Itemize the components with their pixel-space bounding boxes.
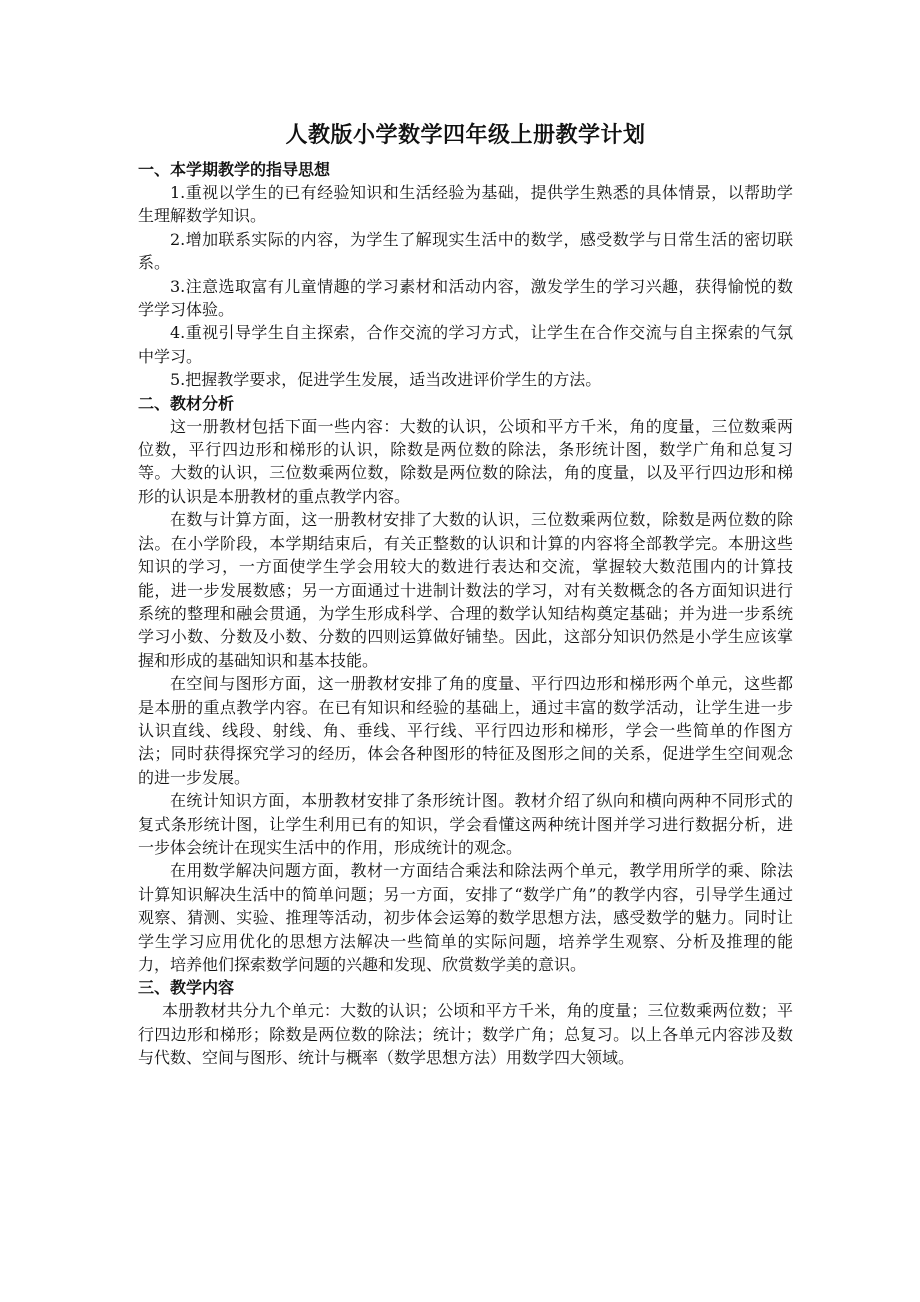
paragraph: 5.把握教学要求，促进学生发展，适当改进评价学生的方法。	[170, 370, 602, 390]
paragraph: 在数与计算方面，这一册教材安排了大数的认识，三位数乘两位数，除数是两位数的除法。在小学阶段，本学期结束后，有关正整数的认识和计算的内容将全部教学完。本册这些知识的学习，一方面使学生学会用较大的数进行表达和交流，掌握较大数范围内的计算技能，进一步发展数感；另一方面通过十进制计数法的学习，对有关数概念的各方面知识进行系统的整理和融会贯通，为学生形成科学、合理的数学认知结构奠定基础；并为进一步系统学习小数、分数及小数、分数的四则运算做好铺垫。因此，这部分知识仍然是小学生应该掌握和形成的基础知识和基本技能。	[138, 510, 793, 670]
section-guiding-ideology	[138, 158, 793, 392]
paragraph: 在用数学解决问题方面，教材一方面结合乘法和除法两个单元，教学用所学的乘、除法计算知识解决生活中的简单问题；另一方面，安排了“数学广角”的教学内容，引导学生通过观察、猜测、实验、推理等活动，初步体会运筹的数学思想方法，感受数学的魅力。同时让学生学习应用优化的思想方法解决一些简单的实际问题，培养学生观察、分析及推理的能力，培养他们探索数学问题的兴趣和发现、欣赏数学美的意识。	[138, 861, 793, 974]
section-teaching-content	[138, 976, 793, 1069]
paragraph: 2.增加联系实际的内容，为学生了解现实生活中的数学，感受数学与日常生活的密切联系。	[138, 229, 793, 273]
section-heading: 二、教材分析	[138, 393, 235, 413]
paragraph: 4.重视引导学生自主探索，合作交流的学习方式，让学生在合作交流与自主探索的气氛中学习。	[138, 323, 793, 366]
paragraph: 在统计知识方面，本册教材安排了条形统计图。教材介绍了纵向和横向两种不同形式的复式条形统计图，让学生利用已有的知识，学会看懂这两种统计图并学习进行数据分析，进一步体会统计在现实生活中的作用，形成统计的观念。	[138, 791, 793, 857]
paragraph: 1.重视以学生的已有经验知识和生活经验为基础，提供学生熟悉的具体情景，以帮助学生理解数学知识。	[138, 183, 793, 226]
section-heading: 三、教学内容	[138, 978, 235, 998]
paragraph: 本册教材共分九个单元：大数的认识；公顷和平方千米，角的度量；三位数乘两位数；平行四边形和梯形；除数是两位数的除法；统计；数学广角；总复习。以上各单元内容涉及数与代数、空间与图形、统计与概率（数学思想方法）用数学四大领域。	[138, 1001, 793, 1068]
paragraph: 3.注意选取富有儿童情趣的学习素材和活动内容，激发学生的学习兴趣，获得愉悦的数学学习体验。	[138, 276, 793, 320]
paragraph: 在空间与图形方面，这一册教材安排了角的度量、平行四边形和梯形两个单元，这些都是本册的重点教学内容。在已有知识和经验的基础上，通过丰富的数学活动，让学生进一步认识直线、线段、射线、角、垂线、平行线、平行四边形和梯形，学会一些简单的作图方法；同时获得探究学习的经历，体会各种图形的特征及图形之间的关系，促进学生空间观念的进一步发展。	[138, 674, 793, 787]
section-heading: 一、本学期教学的指导思想	[138, 160, 331, 179]
section-textbook-analysis	[138, 392, 793, 977]
paragraph: 这一册教材包括下面一些内容：大数的认识，公顷和平方千米，角的度量，三位数乘两位数，平行四边形和梯形的认识，除数是两位数的除法，条形统计图，数学广角和总复习等。大数的认识，三位数乘两位数，除数是两位数的除法，角的度量，以及平行四边形和梯形的认识是本册教材的重点教学内容。	[138, 416, 793, 506]
document-page	[138, 118, 793, 1070]
document-title: 人教版小学数学四年级上册教学计划	[285, 122, 646, 148]
